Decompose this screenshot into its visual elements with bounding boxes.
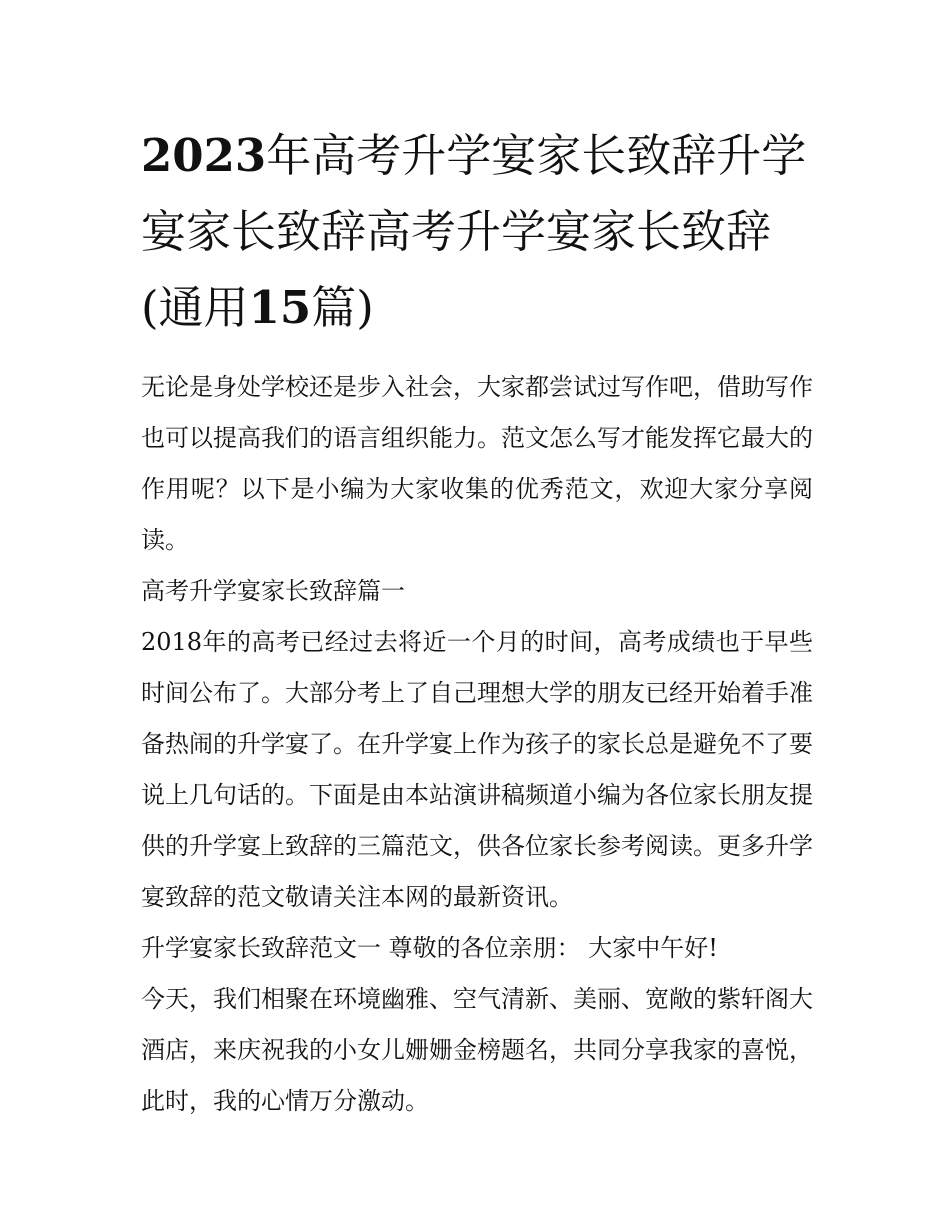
body-paragraph: 2018年的高考已经过去将近一个月的时间，高考成绩也于早些时间公布了。大部分考上了自己理想大学的朋友已经开始着手准备热闹的升学宴了。在升学宴上作为孩子的家长总是避免不了要说上几句话的。下面是由本站演讲稿频道小编为各位家长朋友提供的升学宴上致辞的三篇范文，供各位家长参考阅读。更多升学宴致辞的范文敬请关注本网的最新资讯。	[141, 628, 813, 911]
speech-greeting: 升学宴家长致辞范文一 尊敬的各位亲朋： 大家中午好!	[141, 934, 718, 962]
intro-paragraph: 无论是身处学校还是步入社会，大家都尝试过写作吧，借助写作也可以提高我们的语言组织能力。范文怎么写才能发挥它最大的作用呢？以下是小编为大家收集的优秀范文，欢迎大家分享阅读。	[141, 373, 813, 554]
document-page	[141, 118, 813, 1127]
document-body	[141, 362, 813, 1127]
title-count: 15	[248, 281, 312, 334]
title-text: 年高考升学宴家长致辞升学宴家长致辞高考升学宴家长致辞(通用	[141, 129, 807, 334]
document-title	[141, 118, 813, 346]
title-suffix: 篇)	[311, 281, 374, 334]
title-year: 2023	[141, 129, 267, 182]
section-heading: 高考升学宴家长致辞篇一	[141, 577, 405, 605]
speech-paragraph: 今天，我们相聚在环境幽雅、空气清新、美丽、宽敞的紫轩阁大酒店，来庆祝我的小女儿姗姗金榜题名，共同分享我家的喜悦，此时，我的心情万分激动。	[141, 985, 813, 1115]
